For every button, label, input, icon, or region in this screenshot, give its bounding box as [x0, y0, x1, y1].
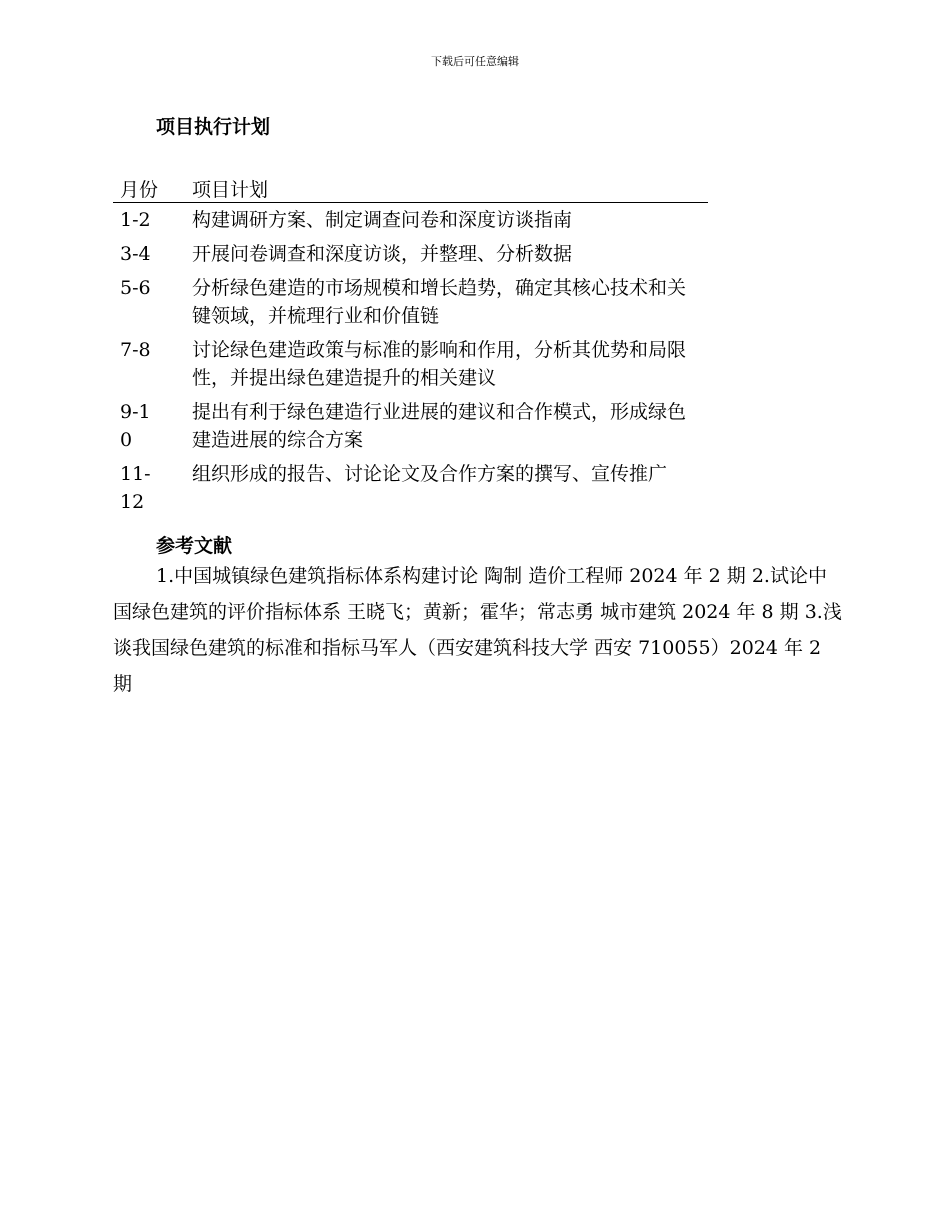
references-section-title: 参考文献 [156, 535, 233, 557]
table-row [113, 333, 708, 395]
plan-table [113, 170, 708, 519]
plan-cell: 开展问卷调查和深度访谈，并整理、分析数据 [192, 243, 573, 265]
table-row [113, 237, 708, 271]
header-note: 下载后可任意编辑 [431, 55, 519, 68]
column-header-plan: 项目计划 [192, 170, 708, 203]
table-row [113, 203, 708, 238]
table-row [113, 271, 708, 333]
month-cell [113, 203, 192, 238]
table-row [113, 395, 708, 457]
references-body: 1.中国城镇绿色建筑指标体系构建讨论 陶制 造价工程师 2024 年 2 期 2.试论中国绿色建筑的评价指标体系 王晓飞；黄新；霍华；常志勇 城市建筑 2024 年 8 期 3.浅谈我国绿色建筑的标准和指标马军人（西安建筑科技大学 西安 710055）2024 年 2 期 [113, 565, 842, 695]
plan-cell: 分析绿色建造的市场规模和增长趋势，确定其核心技术和关键领域，并梳理行业和价值链 [192, 277, 687, 327]
plan-cell: 提出有利于绿色建造行业进展的建议和合作模式，形成绿色建造进展的综合方案 [192, 401, 687, 451]
month-text: 11-12 [120, 463, 151, 513]
month-text: 9-10 [120, 401, 151, 451]
month-text: 5-6 [120, 277, 151, 299]
month-cell [113, 395, 192, 457]
plan-section-title: 项目执行计划 [156, 116, 271, 138]
table-row [113, 457, 708, 519]
plan-cell: 组织形成的报告、讨论论文及合作方案的撰写、宣传推广 [192, 463, 668, 485]
month-text: 3-4 [120, 243, 151, 265]
plan-cell: 讨论绿色建造政策与标准的影响和作用，分析其优势和局限性，并提出绿色建造提升的相关建议 [192, 339, 687, 389]
column-header-month: 月份 [113, 170, 192, 203]
month-cell [113, 333, 192, 395]
table-header-row [113, 170, 708, 203]
month-cell [113, 457, 192, 519]
month-cell [113, 237, 192, 271]
month-cell [113, 271, 192, 333]
month-text: 1-2 [120, 209, 151, 231]
plan-cell: 构建调研方案、制定调查问卷和深度访谈指南 [192, 209, 573, 231]
month-text: 7-8 [120, 339, 151, 361]
